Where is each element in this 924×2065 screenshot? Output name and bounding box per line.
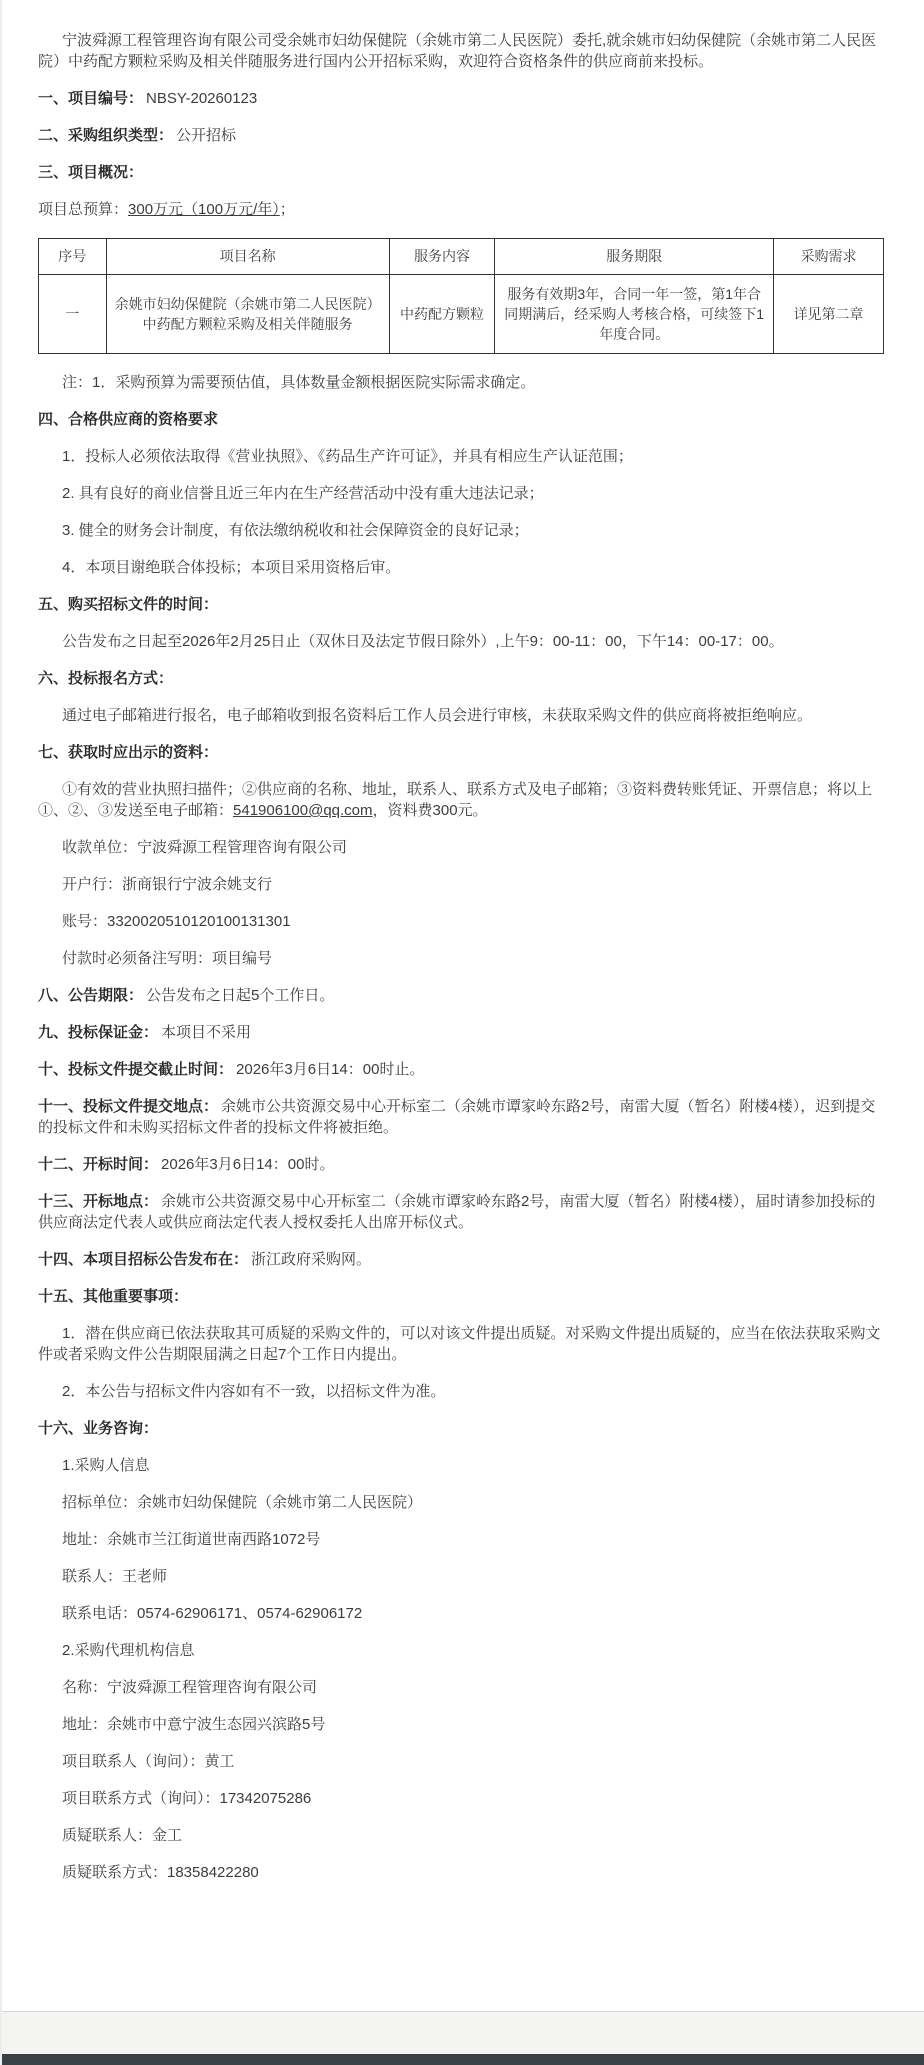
section-2-value: 公开招标 xyxy=(176,127,237,144)
payee-line: 收款单位：宁波舜源工程管理咨询有限公司 xyxy=(62,839,348,856)
footer-bar xyxy=(2,2054,924,2065)
section-4-heading: 四、合格供应商的资格要求 xyxy=(38,411,219,428)
agency-name-line: 名称：宁波舜源工程管理咨询有限公司 xyxy=(62,1679,318,1696)
section-12-value: 2026年3月6日14：00时。 xyxy=(161,1156,335,1173)
query-phone-line: 质疑联系方式：18358422280 xyxy=(62,1864,259,1881)
table-header-row xyxy=(39,239,884,275)
section-14-heading: 十四、本项目招标公告发布在： xyxy=(38,1251,249,1268)
agency-info-title: 2.采购代理机构信息 xyxy=(62,1642,195,1659)
budget-value: 300万元（100万元/年） xyxy=(128,201,280,218)
col-header-service-period: 服务期限 xyxy=(495,239,774,275)
section-14-value: 浙江政府采购网。 xyxy=(251,1251,372,1268)
section-12-heading: 十二、开标时间： xyxy=(38,1156,159,1173)
section-11-heading: 十一、投标文件提交地点： xyxy=(38,1098,219,1115)
intro-paragraph: 宁波舜源工程管理咨询有限公司受余姚市妇幼保健院（余姚市第二人民医院）委托,就余姚市妇幼保健院（余姚市第二人民医院）中药配方颗粒采购及相关伴随服务进行国内公开招标采购，欢迎符合资格条件的供应商前来投标。 xyxy=(38,32,877,70)
section-11-submission-place xyxy=(38,1096,884,1138)
section-15-heading: 十五、其他重要事项： xyxy=(38,1288,189,1305)
section-13-opening-place xyxy=(38,1191,884,1233)
section-7-heading: 七、获取时应出示的资料： xyxy=(38,744,219,761)
col-header-project-name: 项目名称 xyxy=(106,239,389,275)
section-2-procurement-type xyxy=(38,125,884,146)
budget-line xyxy=(38,199,884,220)
cell-service-period: 服务有效期3年，合同一年一签，第1年合同期满后，经采购人考核合格，可续签下1年度合同。 xyxy=(495,275,774,354)
col-header-procurement-demand: 采购需求 xyxy=(774,239,884,275)
section-8-heading: 八、公告期限： xyxy=(38,987,144,1004)
materials-fee-text: ，资料费300元。 xyxy=(372,802,488,819)
qualification-item-4: 4．本项目谢绝联合体投标；本项目采用资格后审。 xyxy=(62,559,401,576)
section-6-body: 通过电子邮箱进行报名，电子邮箱收到报名资料后工作人员会进行审核，未获取采购文件的供应商将被拒绝响应。 xyxy=(62,707,813,724)
footer-band xyxy=(2,2011,924,2054)
tender-unit-line: 招标单位：余姚市妇幼保健院（余姚市第二人民医院） xyxy=(62,1494,423,1511)
section-6-heading: 六、投标报名方式： xyxy=(38,670,174,687)
qualification-item-2: 2. 具有良好的商业信誉且近三年内在生产经营活动中没有重大违法记录； xyxy=(62,485,544,502)
materials-text: ①有效的营业执照扫描件；②供应商的名称、地址，联系人、联系方式及电子邮箱；③资料费转账凭证、开票信息；将以上①、②、③发送至电子邮箱： xyxy=(38,781,873,819)
section-10-submission-deadline xyxy=(38,1059,884,1080)
section-2-heading: 二、采购组织类型： xyxy=(38,127,174,144)
section-14-publish-site xyxy=(38,1249,884,1270)
section-12-opening-time xyxy=(38,1154,884,1175)
table-note: 注：1．采购预算为需要预估值，具体数量金额根据医院实际需求确定。 xyxy=(62,374,536,391)
section-16-heading: 十六、业务咨询： xyxy=(38,1420,159,1437)
other-item-1: 1．潜在供应商已依法获取其可质疑的采购文件的，可以对该文件提出质疑。对采购文件提出质疑的，应当在依法获取采购文件或者采购文件公告期限届满之日起7个工作日内提出。 xyxy=(38,1325,881,1363)
document-body xyxy=(2,0,924,1883)
section-5-heading: 五、购买招标文件的时间： xyxy=(38,596,219,613)
section-10-heading: 十、投标文件提交截止时间： xyxy=(38,1061,234,1078)
table-row xyxy=(39,275,884,354)
section-8-value: 公告发布之日起5个工作日。 xyxy=(146,987,335,1004)
project-overview-table xyxy=(38,238,884,354)
qualification-item-1: 1．投标人必须依法取得《营业执照》、《药品生产许可证》，并具有相应生产认证范围； xyxy=(62,448,633,465)
section-1-value: NBSY-20260123 xyxy=(146,90,258,107)
account-number-line: 账号：3320020510120100131301 xyxy=(62,913,291,930)
agency-address-line: 地址：余姚市中意宁波生态园兴滨路5号 xyxy=(62,1716,326,1733)
section-9-value: 本项目不采用 xyxy=(161,1024,252,1041)
cell-project-name: 余姚市妇幼保健院（余姚市第二人民医院）中药配方颗粒采购及相关伴随服务 xyxy=(106,275,389,354)
section-13-heading: 十三、开标地点： xyxy=(38,1193,159,1210)
query-contact-line: 质疑联系人：金工 xyxy=(62,1827,183,1844)
budget-suffix: ； xyxy=(279,201,295,218)
purchaser-phone-line: 联系电话：0574-62906171、0574-62906172 xyxy=(62,1605,363,1622)
section-11-value: 余姚市公共资源交易中心开标室二（余姚市谭家岭东路2号，南雷大厦（暂名）附楼4楼），迟到提交的投标文件和未购买招标文件者的投标文件将被拒绝。 xyxy=(38,1098,876,1136)
cell-procurement-demand: 详见第二章 xyxy=(774,275,884,354)
col-header-seq: 序号 xyxy=(39,239,107,275)
section-9-heading: 九、投标保证金： xyxy=(38,1024,159,1041)
section-7-body xyxy=(38,779,884,821)
section-9-bid-bond xyxy=(38,1022,884,1043)
section-1-project-number xyxy=(38,88,884,109)
cell-seq: 一 xyxy=(39,275,107,354)
section-8-announcement-period xyxy=(38,985,884,1006)
section-13-value: 余姚市公共资源交易中心开标室二（余姚市谭家岭东路2号，南雷大厦（暂名）附楼4楼），届时请参加投标的供应商法定代表人或供应商法定代表人授权委托人出席开标仪式。 xyxy=(38,1193,876,1231)
project-contact-line: 项目联系人（询问）：黄工 xyxy=(62,1753,235,1770)
purchaser-contact-line: 联系人：王老师 xyxy=(62,1568,168,1585)
cell-service-content: 中药配方颗粒 xyxy=(389,275,495,354)
qualification-item-3: 3. 健全的财务会计制度，有依法缴纳税收和社会保障资金的良好记录； xyxy=(62,522,529,539)
bank-line: 开户行：浙商银行宁波余姚支行 xyxy=(62,876,273,893)
other-item-2: 2．本公告与招标文件内容如有不一致，以招标文件为准。 xyxy=(62,1383,446,1400)
section-3-heading: 三、项目概况： xyxy=(38,164,144,181)
email-link[interactable]: 541906100@qq.com xyxy=(233,802,373,819)
budget-label: 项目总预算： xyxy=(38,201,129,218)
section-5-body: 公告发布之日起至2026年2月25日止（双休日及法定节假日除外）,上午9：00-11：00，下午14：00-17：00。 xyxy=(62,633,784,650)
col-header-service-content: 服务内容 xyxy=(389,239,495,275)
purchaser-address-line: 地址：余姚市兰江街道世南西路1072号 xyxy=(62,1531,321,1548)
project-phone-line: 项目联系方式（询问）：17342075286 xyxy=(62,1790,312,1807)
section-1-heading: 一、项目编号： xyxy=(38,90,144,107)
section-10-value: 2026年3月6日14：00时止。 xyxy=(236,1061,425,1078)
payment-remark-line: 付款时必须备注写明：项目编号 xyxy=(62,950,273,967)
purchaser-info-title: 1.采购人信息 xyxy=(62,1457,150,1474)
